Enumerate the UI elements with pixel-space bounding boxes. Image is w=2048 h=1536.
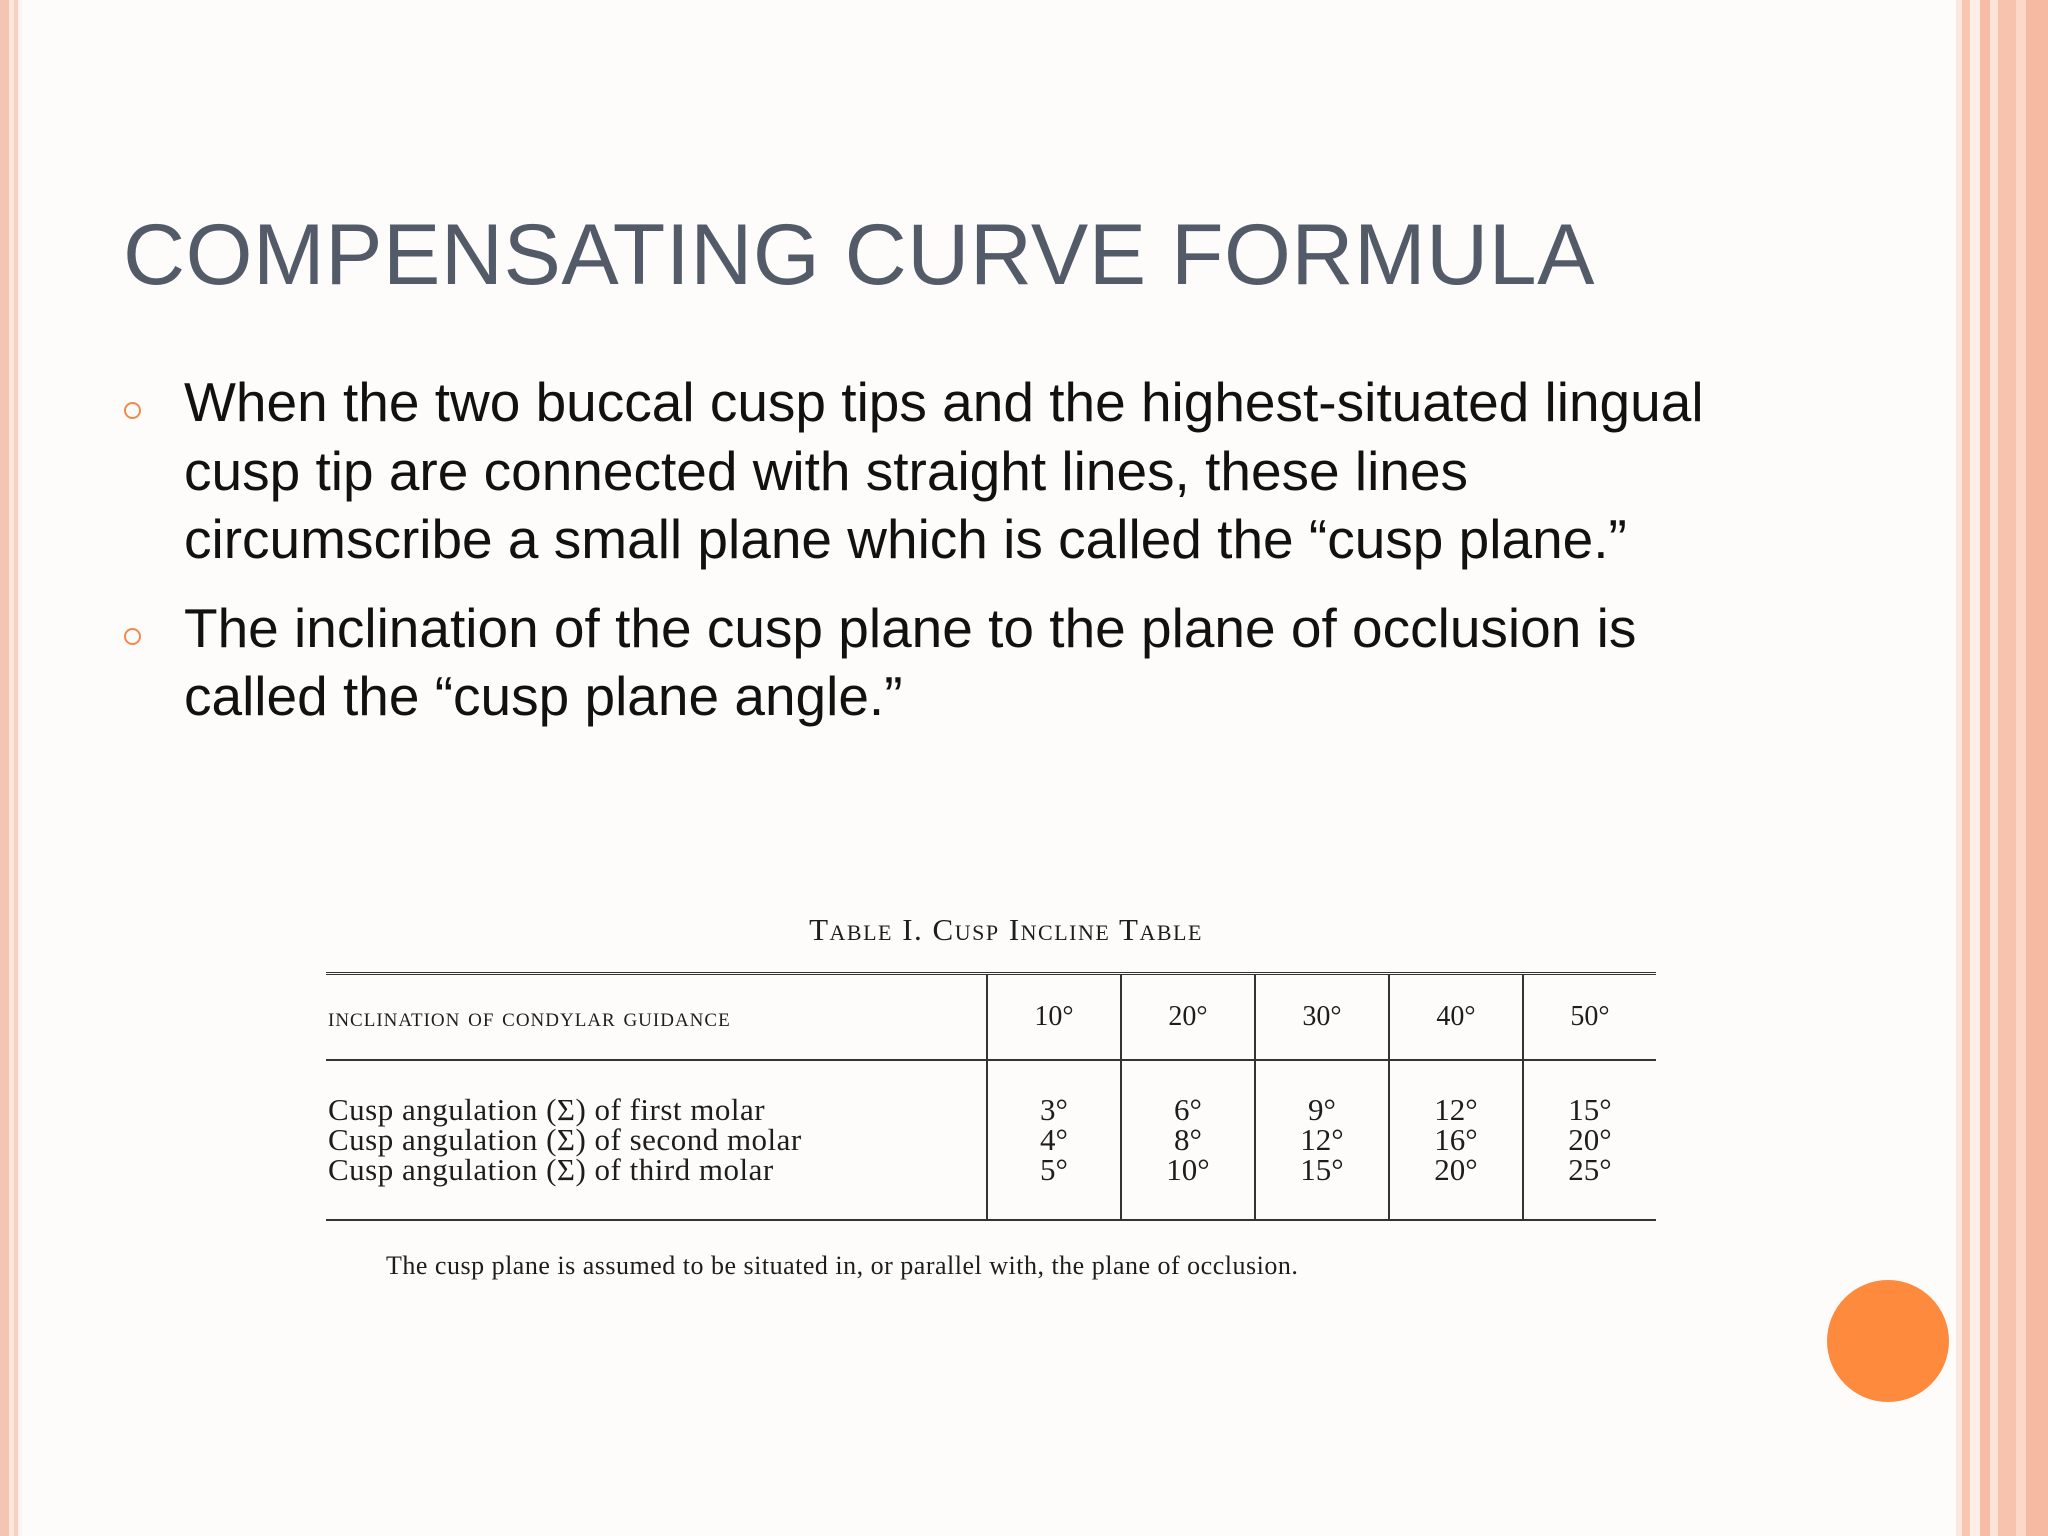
table-footnote: The cusp plane is assumed to be situated in, or parallel with, the plane of occlusion.	[386, 1251, 1299, 1280]
cusp-incline-table-figure	[326, 912, 1656, 1281]
column-header: 20°	[1121, 974, 1255, 1061]
table-cell: 3°	[987, 1060, 1121, 1125]
bullet-item	[120, 368, 1720, 574]
bullet-text: When the two buccal cusp tips and the highest-situated lingual cusp tip are connected with straight lines, these lines circumscribe a small plane which is called the “cusp plane.”	[184, 371, 1704, 570]
row-label: Cusp angulation (Σ) of third molar	[328, 1152, 774, 1187]
right-border-decoration	[1956, 0, 2048, 1536]
table-cell: 6°	[1121, 1060, 1255, 1125]
table-header-row	[326, 974, 1656, 1061]
column-header: 10°	[987, 974, 1121, 1061]
slide-title: COMPENSATING CURVE FORMULA	[123, 207, 1595, 303]
table-cell: 4°	[987, 1125, 1121, 1155]
table-cell: 20°	[1389, 1155, 1523, 1220]
table-row	[326, 1155, 1656, 1220]
table-cell: 16°	[1389, 1125, 1523, 1155]
table-cell: 12°	[1255, 1125, 1389, 1155]
orange-circle-decoration	[1827, 1280, 1949, 1402]
table-cell: 15°	[1255, 1155, 1389, 1220]
column-header: 50°	[1523, 974, 1656, 1061]
table-caption: Table I. Cusp Incline Table	[809, 912, 1203, 947]
table-cell: 20°	[1523, 1125, 1656, 1155]
row-label: Cusp angulation (Σ) of first molar	[328, 1092, 766, 1127]
bullet-circle-icon	[124, 628, 141, 645]
cusp-incline-table	[326, 972, 1656, 1221]
column-header: 40°	[1389, 974, 1523, 1061]
table-cell: 12°	[1389, 1060, 1523, 1125]
table-cell: 5°	[987, 1155, 1121, 1220]
table-row	[326, 1125, 1656, 1155]
table-row	[326, 1060, 1656, 1125]
left-border-decoration	[0, 0, 22, 1536]
row-label: Cusp angulation (Σ) of second molar	[328, 1122, 802, 1157]
table-cell: 15°	[1523, 1060, 1656, 1125]
table-cell: 8°	[1121, 1125, 1255, 1155]
bullet-circle-icon	[124, 402, 141, 419]
table-cell: 10°	[1121, 1155, 1255, 1220]
table-header-label: inclination of condylar guidance	[326, 974, 987, 1061]
table-cell: 25°	[1523, 1155, 1656, 1220]
bullet-text: The inclination of the cusp plane to the plane of occlusion is called the “cusp plane angle.”	[184, 596, 1637, 727]
column-header: 30°	[1255, 974, 1389, 1061]
bullet-item	[120, 594, 1720, 731]
bullet-list	[120, 368, 1720, 751]
table-cell: 9°	[1255, 1060, 1389, 1125]
